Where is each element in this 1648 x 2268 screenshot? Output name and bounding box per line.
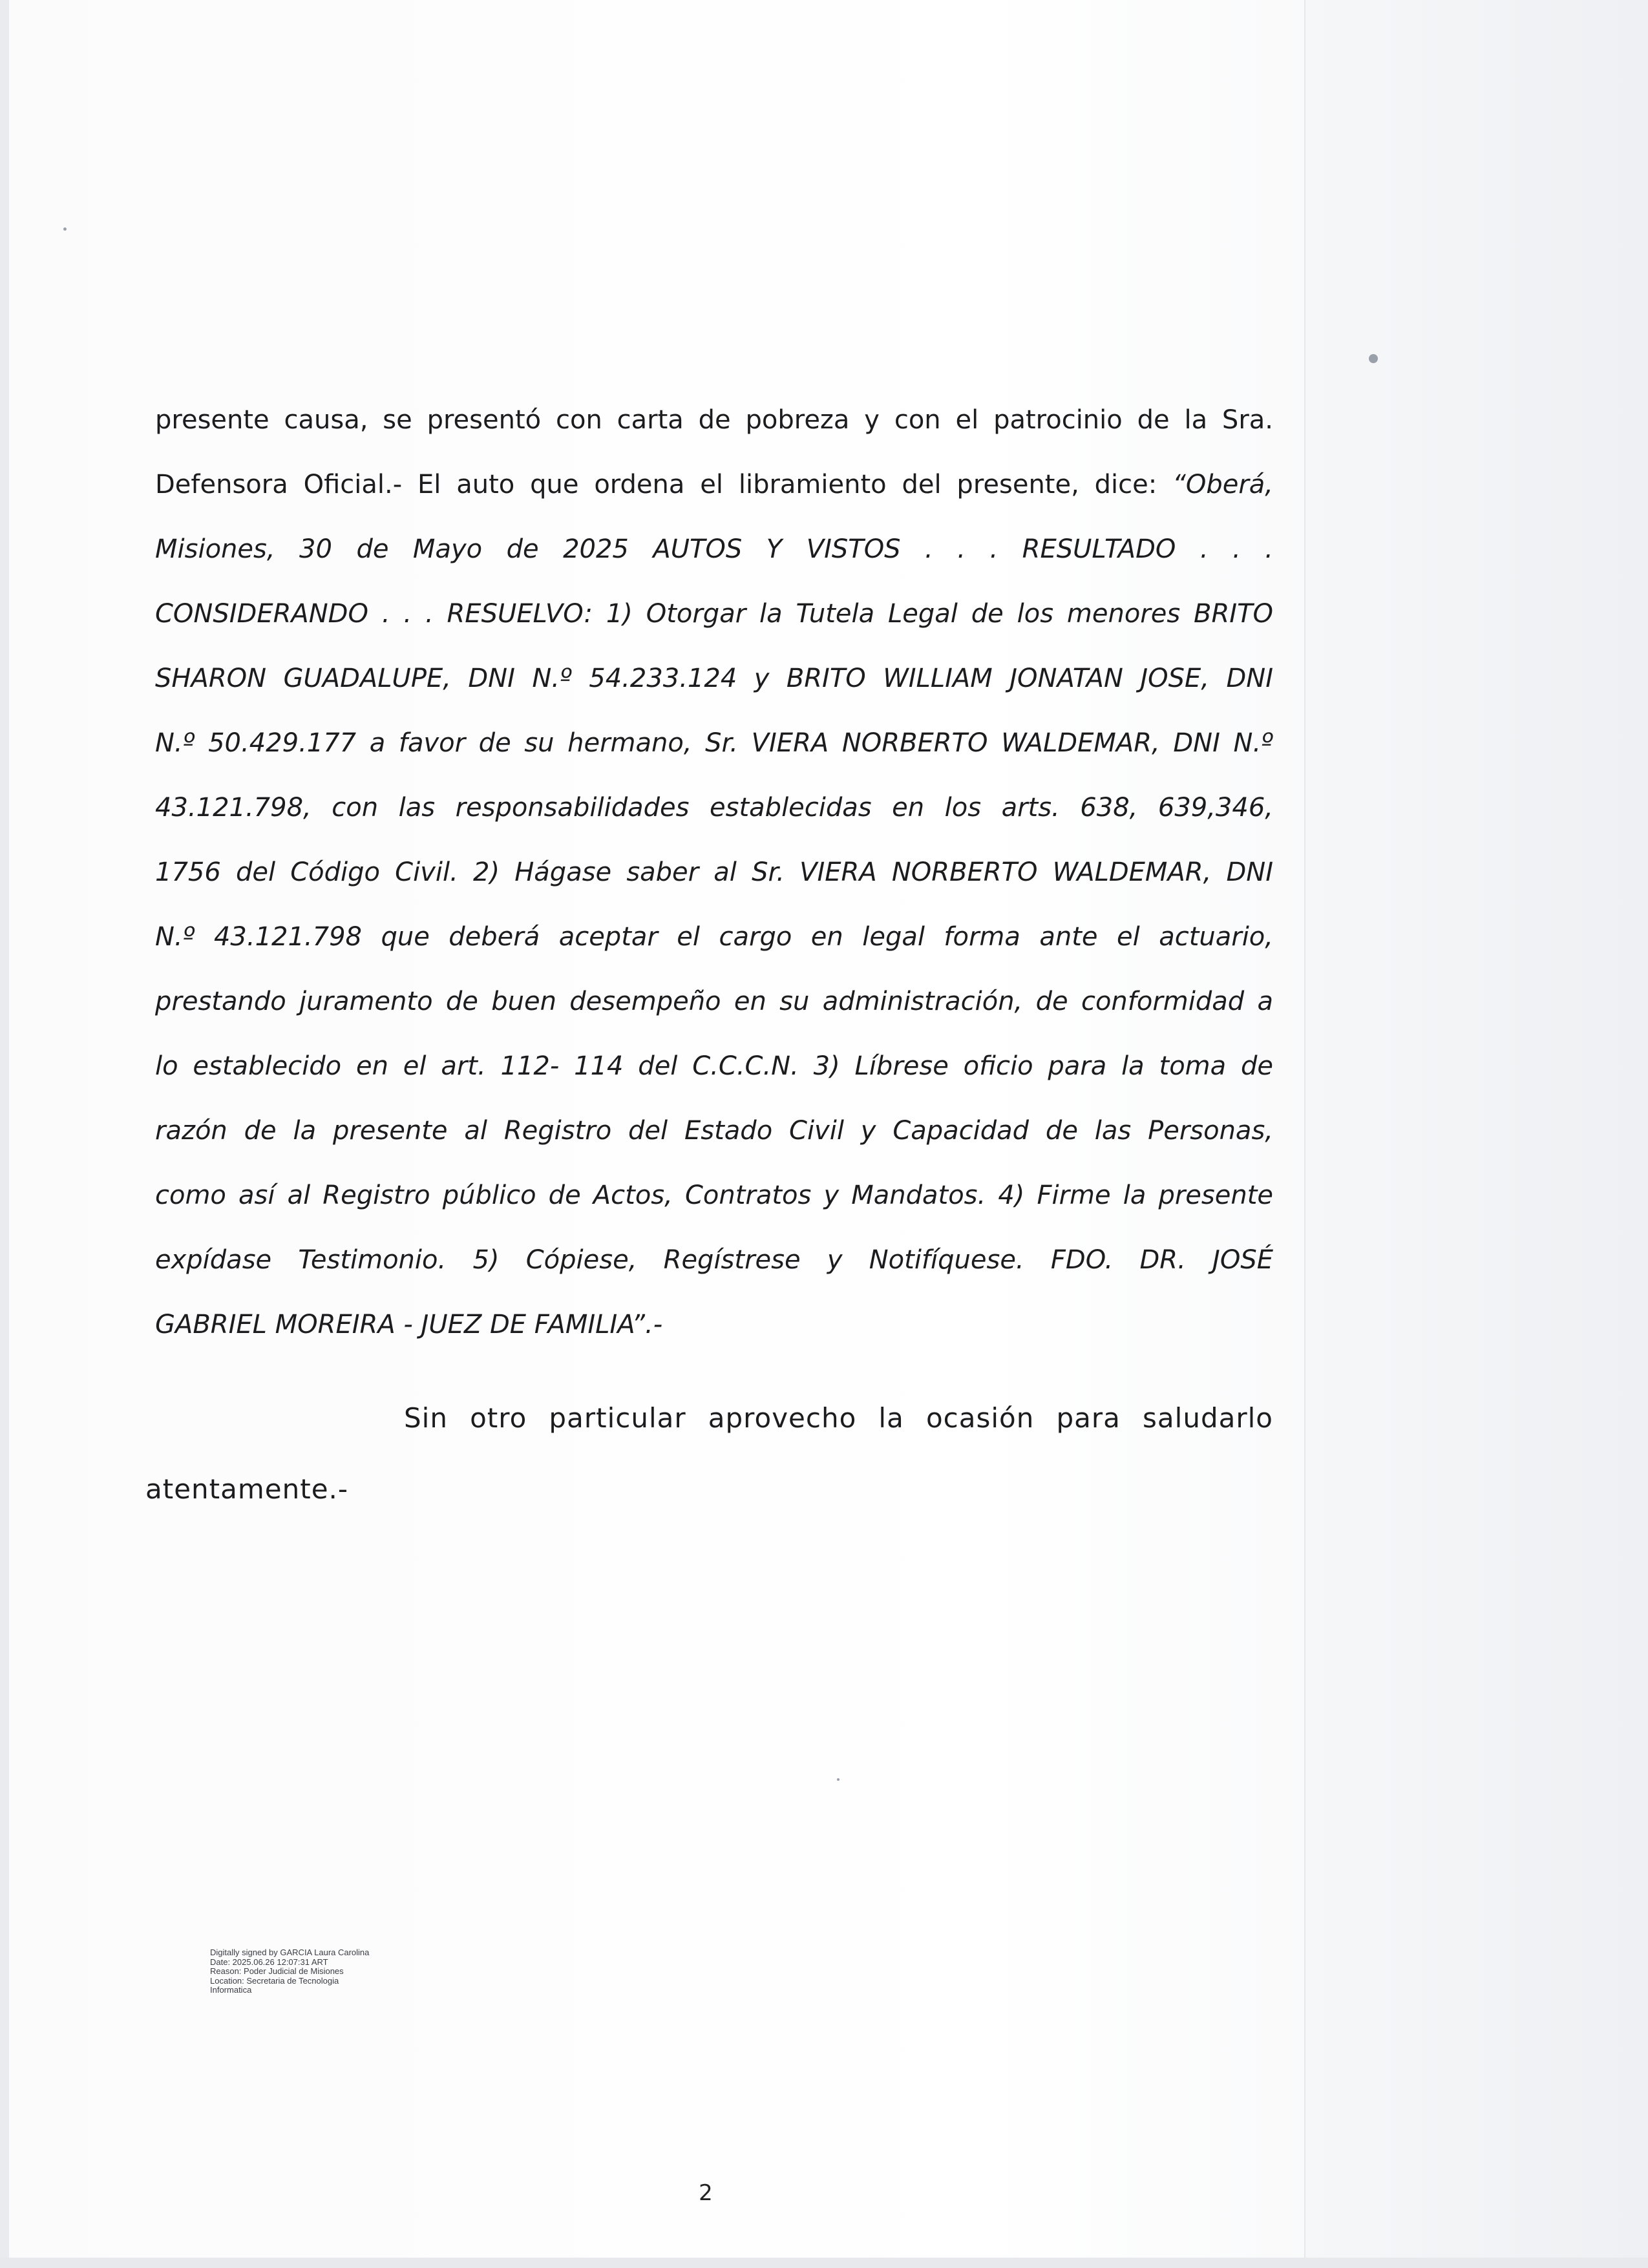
scan-speck: [1369, 354, 1378, 363]
body-line: N.º 43.121.798 que deberá aceptar el cargo en legal forma ante el actuario,: [155, 922, 1273, 952]
closing-line-2: atentamente.-: [145, 1473, 349, 1505]
body-line: razón de la presente al Registro del Estado Civil y Capacidad de las Personas,: [155, 1116, 1273, 1146]
page-number: 2: [699, 2180, 713, 2206]
signature-date: Date: 2025.06.26 12:07:31 ART: [210, 1957, 328, 1967]
body-line: Defensora Oficial.- El auto que ordena el libramiento del presente, dice: “Oberá,: [155, 470, 1273, 499]
closing-paragraph: [145, 1383, 1273, 1525]
body-line: lo establecido en el art. 112- 114 del C.C.C.N. 3) Líbrese oficio para la toma de: [155, 1051, 1273, 1081]
body-line: GABRIEL MOREIRA - JUEZ DE FAMILIA”.-: [155, 1310, 663, 1339]
digital-signature-stamp: [210, 1948, 423, 1995]
signature-location: Location: Secretaria de Tecnologia: [210, 1975, 339, 1986]
scan-bottom-edge: [0, 2258, 1648, 2268]
signature-location-cont: Informatica: [210, 1985, 252, 1995]
scan-speck: [63, 227, 67, 231]
body-line: CONSIDERANDO . . . RESUELVO: 1) Otorgar la Tutela Legal de los menores BRITO: [155, 599, 1273, 629]
resolution-text: [155, 388, 1273, 1357]
body-line: expídase Testimonio. 5) Cópiese, Regístrese y Notifíquese. FDO. DR. JOSÉ: [155, 1245, 1273, 1275]
body-line: Misiones, 30 de Mayo de 2025 AUTOS Y VISTOS . . . RESULTADO . . .: [155, 534, 1273, 564]
signature-reason: Reason: Poder Judicial de Misiones: [210, 1966, 344, 1976]
scan-speck: [837, 1778, 840, 1781]
body-line: presente causa, se presentó con carta de pobreza y con el patrocinio de la Sra.: [155, 405, 1273, 435]
body-line: 43.121.798, con las responsabilidades establecidas en los arts. 638, 639,346,: [155, 793, 1273, 823]
body-line: N.º 50.429.177 a favor de su hermano, Sr. VIERA NORBERTO WALDEMAR, DNI N.º: [155, 728, 1273, 758]
closing-line-1: Sin otro particular aprovecho la ocasión para saludarlo: [404, 1402, 1273, 1434]
scan-left-edge: [0, 0, 9, 2268]
body-line: 1756 del Código Civil. 2) Hágase saber al Sr. VIERA NORBERTO WALDEMAR, DNI: [155, 857, 1273, 887]
signature-signer: Digitally signed by GARCIA Laura Carolina: [210, 1948, 370, 1957]
scan-right-edge: [1304, 0, 1648, 2268]
body-line: SHARON GUADALUPE, DNI N.º 54.233.124 y BRITO WILLIAM JONATAN JOSE, DNI: [155, 664, 1273, 693]
body-line: como así al Registro público de Actos, Contratos y Mandatos. 4) Firme la presente: [155, 1181, 1273, 1210]
body-line: prestando juramento de buen desempeño en su administración, de conformidad a: [155, 987, 1273, 1016]
